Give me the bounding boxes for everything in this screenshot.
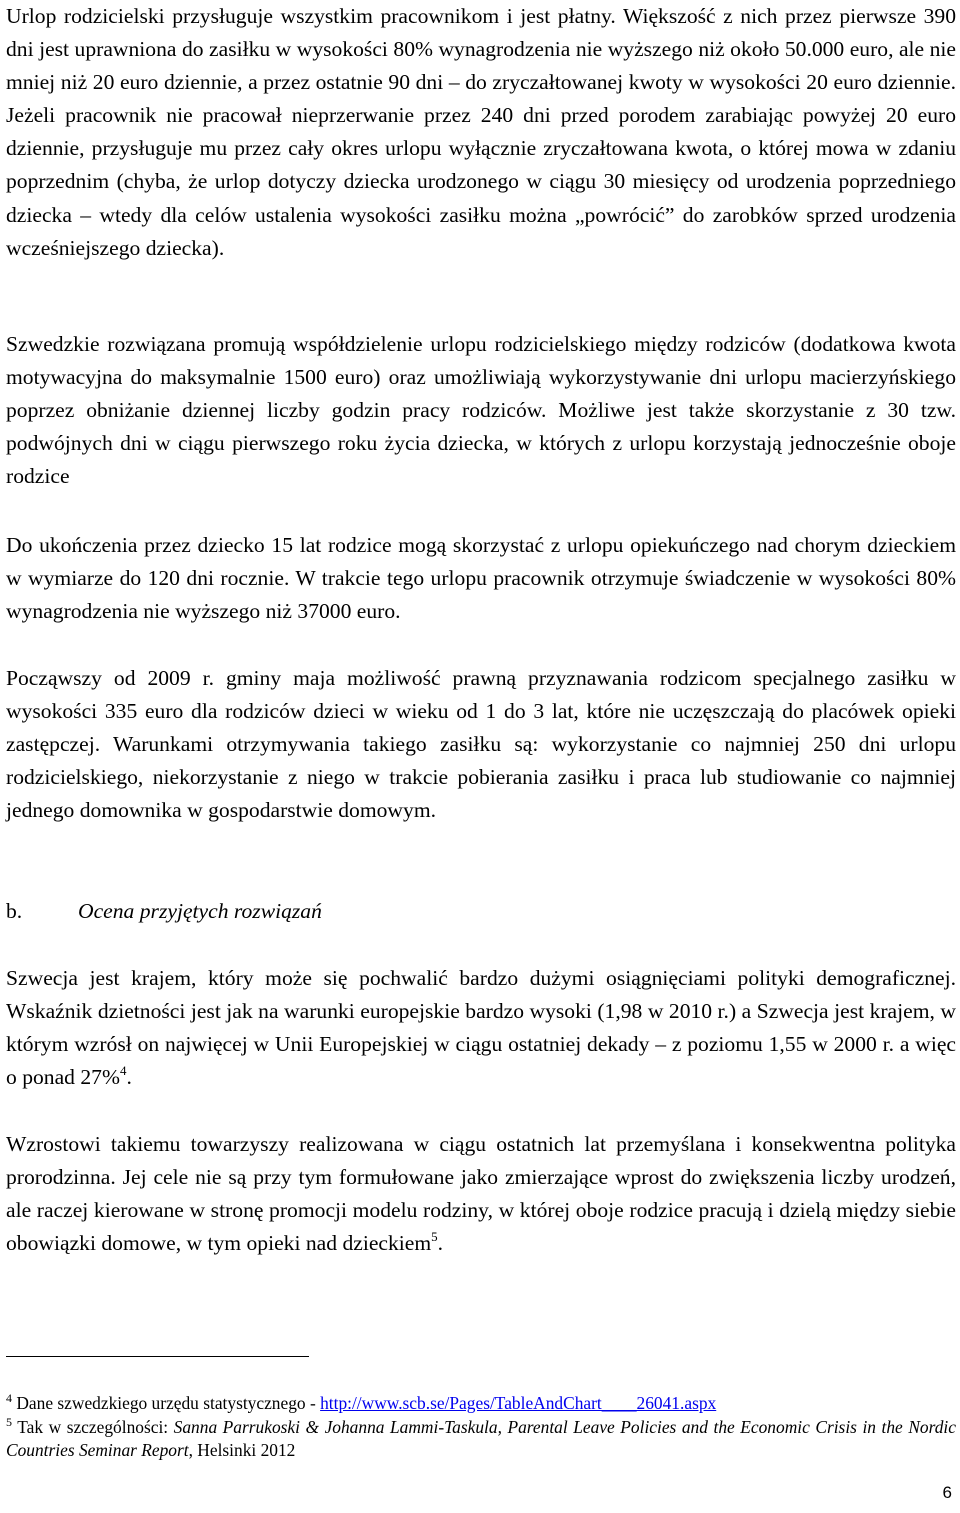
section-number: b.	[6, 899, 23, 923]
paragraph-parental-leave: Urlop rodzicielski przysługuje wszystkim pracownikom i jest płatny. Większość z nich przez pierwsze 390 dni jest uprawniona do zasiłku w wysokości 80% wynagrodzenia nie wyższego niż około 50.000 euro, ale nie mniej niż 20 euro dziennie, a przez ostatnie 90 dni – do zryczałtowanej kwoty w wysokości 20 euro dziennie. Jeżeli pracownik nie pracował nieprzerwanie przez 240 dni przed porodem zarabiając powyżej 20 euro dziennie, przysługuje mu przez cały okres urlopu wyłącznie zryczałtowana kwota, o której mowa w zdaniu poprzednim (chyba, że urlop dotyczy dziecka urodzonego w ciągu 30 miesięcy od urodzenia poprzedniego dziecka – wtedy dla celów ustalenia wysokości zasiłku można „powrócić” do zarobków sprzed urodzenia wcześniejszego dziecka).	[6, 4, 956, 260]
footnote-ref-5[interactable]: 5	[431, 1229, 438, 1245]
section-heading	[6, 895, 322, 928]
paragraph-assessment-end: .	[126, 1065, 132, 1090]
footnote-citation-tail: , Helsinki 2012	[188, 1440, 296, 1460]
footnote-divider	[6, 1356, 309, 1357]
paragraph-family-policy	[6, 1128, 956, 1260]
footnote-ref-4[interactable]: 4	[119, 1063, 127, 1079]
paragraph-family-policy-end: .	[437, 1231, 444, 1256]
paragraph-shared-leave: Szwedzkie rozwiązana promują współdzielenie urlopu rodzicielskiego między rodziców (dodatkowa kwota motywacyjna do maksymalnie 1500 euro) oraz umożliwiają wykorzystywanie dni urlopu macierzyńskiego poprzez obniżanie dziennej liczby godzin pracy rodziców. Możliwe jest także skorzystanie z 30 tzw. podwójnych dni w ciągu pierwszego roku życia dziecka, w których z urlopu korzystają jednocześnie oboje rodzice	[6, 332, 956, 489]
paragraph-care-leave: Do ukończenia przez dziecko 15 lat rodzice mogą skorzystać z urlopu opiekuńczego nad chorym dzieckiem w wymiarze do 120 dni rocznie. W trakcie tego urlopu pracownik otrzymuje świadczenie w wysokości 80% wynagrodzenia nie wyższego niż 37000 euro.	[6, 533, 956, 624]
footnote-text: Dane szwedzkiego urzędu statystycznego -	[16, 1393, 321, 1413]
paragraph-assessment	[6, 962, 956, 1094]
paragraph-family-policy-text: Wzrostowi takiemu towarzyszy realizowana w ciągu ostatnich lat przemyślana i konsekwentna polityka prorodzinna. Jej cele nie są przy tym formułowane jako zmierzające wprost do zwiększenia liczby urodzeń, ale raczej kierowane w stronę promocji modelu rodziny, w której oboje rodzice pracują i dzielą między siebie obowiązki domowe, w tym opieki nad dzieckiem	[6, 1132, 956, 1256]
paragraph-municipal-allowance: Począwszy od 2009 r. gminy maja możliwość prawną przyznawania rodzicom specjalnego zasiłku w wysokości 335 euro dla rodziców dzieci w wieku od 1 do 3 lat, które nie uczęszczają do placówek opieki zastępczej. Warunkami otrzymywania takiego zasiłku są: wykorzystanie co najmniej 250 dni urlopu rodzicielskiego, niekorzystanie z niego w trakcie pobierania zasiłku i praca lub studiowanie co najmniej jednego domownika w gospodarstwie domowym.	[6, 666, 956, 823]
footnote-5	[6, 1416, 956, 1463]
footnote-text: Tak w szczególności:	[17, 1416, 174, 1437]
footnote-number: 4	[6, 1391, 12, 1405]
footnote-citation-title: Sanna Parrukoski & Johanna Lammi-Taskula, Parental Leave Policies and the Economic Crisis in the Nordic Countries Seminar Report	[6, 1416, 956, 1460]
page-number: 6	[942, 1483, 952, 1502]
footnotes	[6, 1392, 956, 1463]
section-title: Ocena przyjętych rozwiązań	[78, 899, 322, 923]
paragraph-assessment-text: Szwecja jest krajem, który może się pochwalić bardzo dużymi osiągnięciami polityki demograficznej. Wskaźnik dzietności jest jak na warunki europejskie bardzo wysoki (1,98 w 2010 r.) a Szwecja jest krajem, w którym wzrósł on najwięcej w Unii Europejskiej w ciągu ostatniej dekady – z poziomu 1,55 w 2000 r. a więc o ponad 27%	[6, 966, 956, 1090]
footnote-link[interactable]: http://www.scb.se/Pages/TableAndChart____26041.aspx	[320, 1393, 717, 1413]
footnote-number: 5	[6, 1414, 12, 1429]
footnote-4	[6, 1392, 956, 1416]
